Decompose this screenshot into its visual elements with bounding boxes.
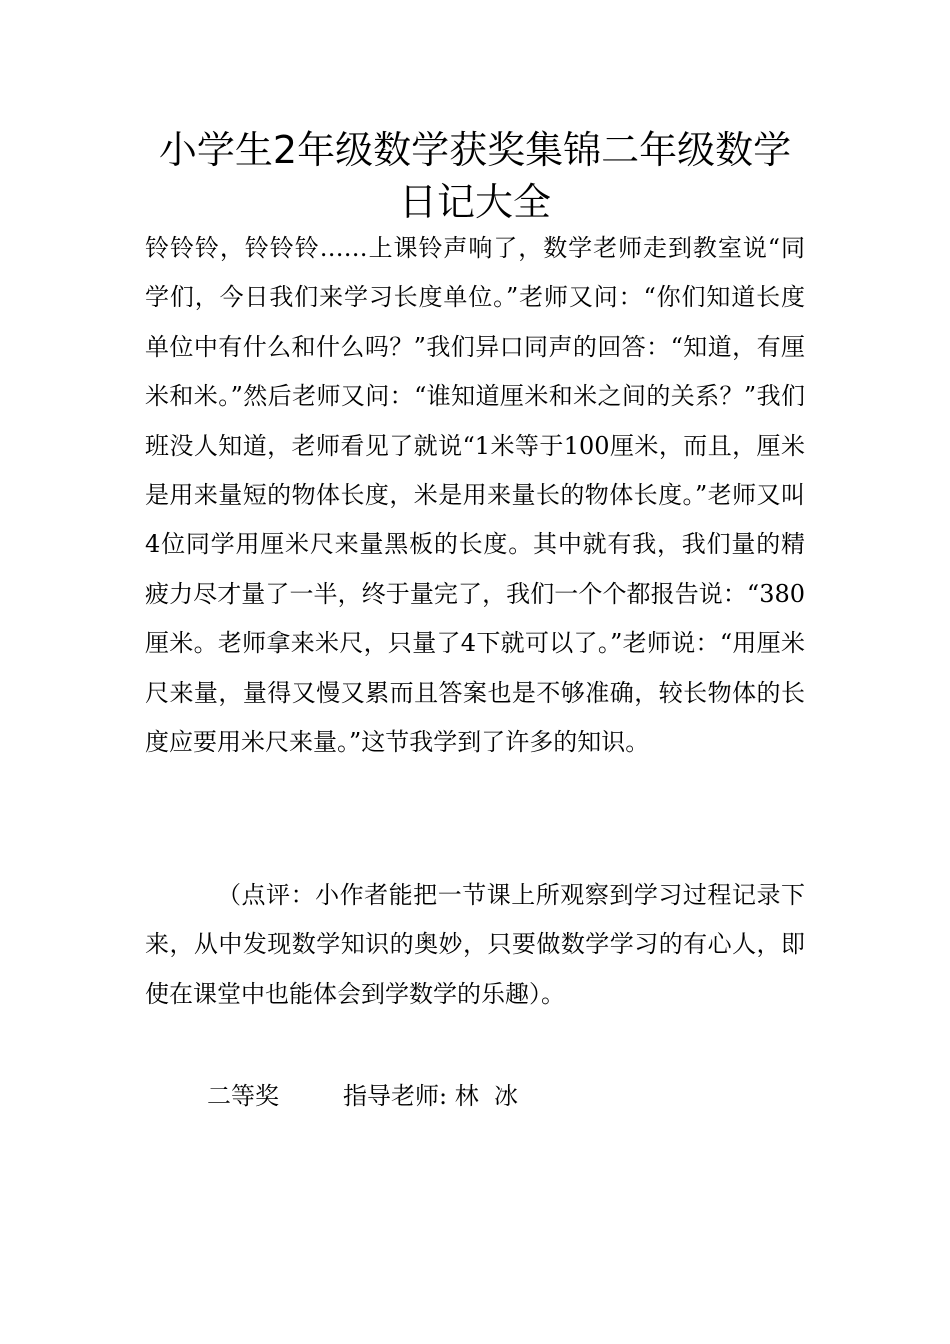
award-line <box>207 1076 518 1116</box>
diary-paragraph: 铃铃铃，铃铃铃……上课铃声响了，数学老师走到教室说“同学们，今日我们来学习长度单位。”老师又问：“你们知道长度单位中有什么和什么吗？”我们异口同声的回答：“知道，有厘米和米。”然后老师又问：“谁知道厘米和米之间的关系？”我们班没人知道，老师看见了就说“1米等于100厘米，而且，厘米是用来量短的物体长度，米是用来量长的物体长度。”老师又叫4位同学用厘米尺来量黑板的长度。其中就有我，我们量的精疲力尽才量了一半，终于量完了，我们一个个都报告说：“380厘米。老师拿来米尺，只量了4下就可以了。”老师说：“用厘米尺来量，量得又慢又累而且答案也是不够准确，较长物体的长度应要用米尺来量。”这节我学到了许多的知识。 <box>145 234 805 757</box>
award-level: 二等奖 <box>207 1082 279 1110</box>
document-title: 小学生2年级数学获奖集锦二年级数学日记大全 <box>158 128 792 224</box>
comment-paragraph: （点评：小作者能把一节课上所观察到学习过程记录下来，从中发现数学知识的奥妙，只要做数学学习的有心人，即使在课堂中也能体会到学数学的乐趣）。 <box>145 881 805 1008</box>
advisor-teacher: 指导老师: 林 冰 <box>343 1082 518 1110</box>
